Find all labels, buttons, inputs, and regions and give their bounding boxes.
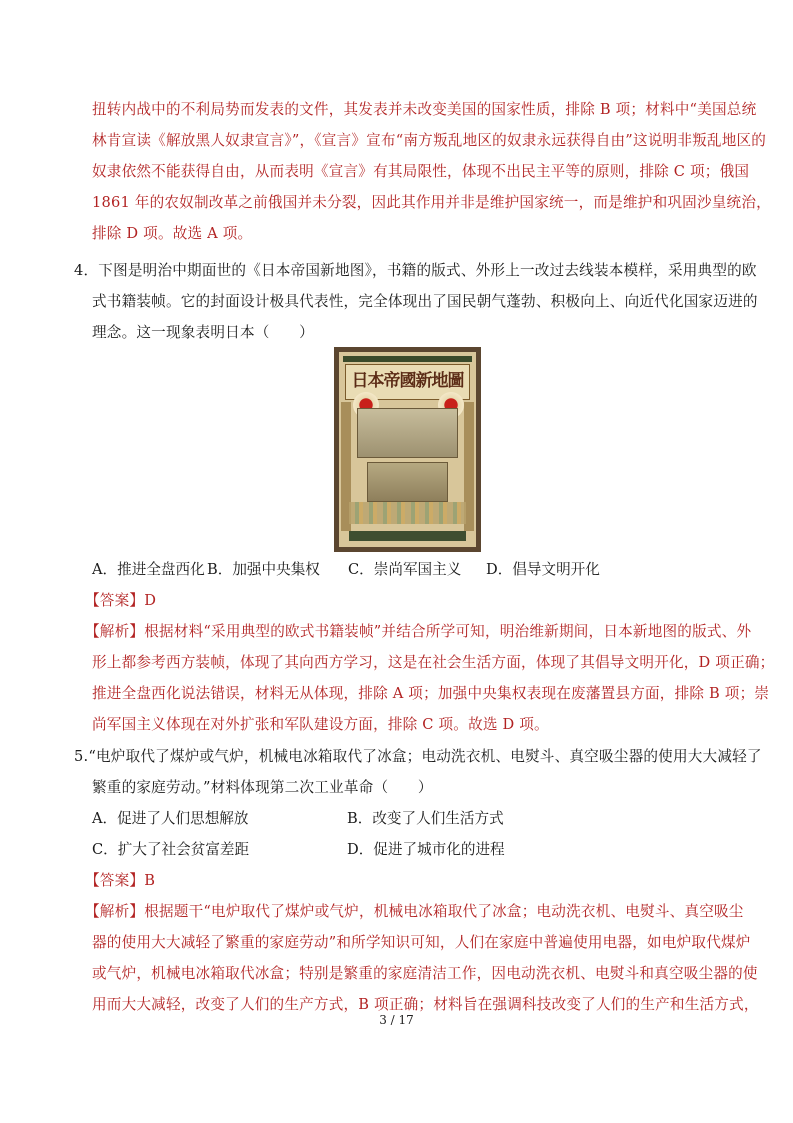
- cover-city-illustration: [367, 462, 448, 502]
- answer-value: D: [144, 592, 157, 609]
- q4-stem-line-2: 式书籍装帧。它的封面设计极具代表性，完全体现出了国民朝气蓬勃、积极向上、向近代化国家迈进的: [92, 293, 758, 310]
- cover-landscape-illustration: [357, 408, 458, 458]
- q5-option-d: D．促进了城市化的进程: [347, 841, 505, 858]
- prev-analysis-line-4: 1861 年的农奴制改革之前俄国并未分裂，因此其作用并非是维护国家统一，而是维护和巩固沙皇统治，: [92, 194, 771, 211]
- q4-option-d: D．倡导文明开化: [486, 561, 600, 578]
- prev-analysis-line-3: 奴隶依然不能获得自由，从而表明《宣言》有其局限性，体现不出民主平等的原则，排除 C 项；俄国: [92, 163, 750, 180]
- q4-option-c: C．崇尚军国主义: [348, 561, 462, 578]
- q5-option-a: A．促进了人们思想解放: [92, 810, 249, 827]
- page-number: 3 / 17: [379, 1013, 414, 1027]
- q5-analysis-line-4: 用而大大减轻，改变了人们的生产方式，B 项正确；材料旨在强调科技改变了人们的生产和生活方式，: [92, 996, 759, 1013]
- answer-tag: 【答案】: [85, 592, 145, 609]
- q4-analysis-line-4: 尚军国主义体现在对外扩张和军队建设方面，排除 C 项。故选 D 项。: [92, 716, 549, 733]
- q5-stem-line-2: 繁重的家庭劳动。”材料体现第二次工业革命（ ）: [92, 779, 433, 796]
- q4-analysis-line-2: 形上都参考西方装帧，体现了其向西方学习，这是在社会生活方面，体现了其倡导文明开化，D 项正确；: [92, 654, 775, 671]
- q4-stem-line-1: 4．下图是明治中期面世的《日本帝国新地图》，书籍的版式、外形上一改过去线装本模样，采用典型的欧: [74, 262, 757, 279]
- q5-answer: [85, 871, 155, 891]
- analysis-tag: 【解析】: [85, 903, 145, 920]
- q4-stem-line-3: 理念。这一现象表明日本（ ）: [92, 324, 314, 341]
- cover-floral-border: [349, 502, 466, 524]
- analysis-tag: 【解析】: [85, 623, 145, 640]
- prev-analysis-line-1: 扭转内战中的不利局势而发表的文件，其发表并未改变美国的国家性质，排除 B 项；材料中“美国总统: [92, 101, 757, 118]
- q5-analysis-line-1: 【解析】根据题干“电炉取代了煤炉或气炉，机械电冰箱取代了冰盒；电动洗衣机、电熨斗、真空吸尘: [85, 903, 744, 920]
- q4-option-a: A．推进全盘西化: [92, 561, 205, 578]
- prev-analysis-line-2: 林肯宣读《解放黑人奴隶宣言》”，《宣言》宣布“南方叛乱地区的奴隶永远获得自由”这说明非叛乱地区的: [92, 132, 767, 149]
- q4-answer: [85, 591, 156, 611]
- q5-stem-line-1: 5.“电炉取代了煤炉或气炉，机械电冰箱取代了冰盒；电动洗衣机、电熨斗、真空吸尘器的使用大大减轻了: [74, 748, 762, 765]
- q5-option-c: C．扩大了社会贫富差距: [92, 841, 250, 858]
- book-cover-image: [334, 347, 481, 552]
- q5-option-b: B．改变了人们生活方式: [347, 810, 504, 827]
- prev-analysis-line-5: 排除 D 项。故选 A 项。: [92, 225, 253, 242]
- q4-analysis-line-1: 【解析】根据材料“采用典型的欧式书籍装帧”并结合所学可知，明治维新期间，日本新地图的版式、外: [85, 623, 752, 640]
- answer-tag: 【答案】: [85, 872, 145, 889]
- q4-analysis-line-3: 推进全盘西化说法错误，材料无从体现，排除 A 项；加强中央集权表现在废藩置县方面，排除 B 项；崇: [92, 685, 770, 702]
- q5-analysis-line-3: 或气炉，机械电冰箱取代冰盒；特别是繁重的家庭清洁工作，因电动洗衣机、电熨斗和真空吸尘器的使: [92, 965, 758, 982]
- q5-analysis-line-2: 器的使用大大减轻了繁重的家庭劳动”和所学知识可知，人们在家庭中普遍使用电器，如电炉取代煤炉: [92, 934, 751, 951]
- answer-value: B: [144, 872, 156, 889]
- cover-title: 日本帝國新地圖: [345, 364, 470, 400]
- q4-option-b: B．加强中央集权: [207, 561, 320, 578]
